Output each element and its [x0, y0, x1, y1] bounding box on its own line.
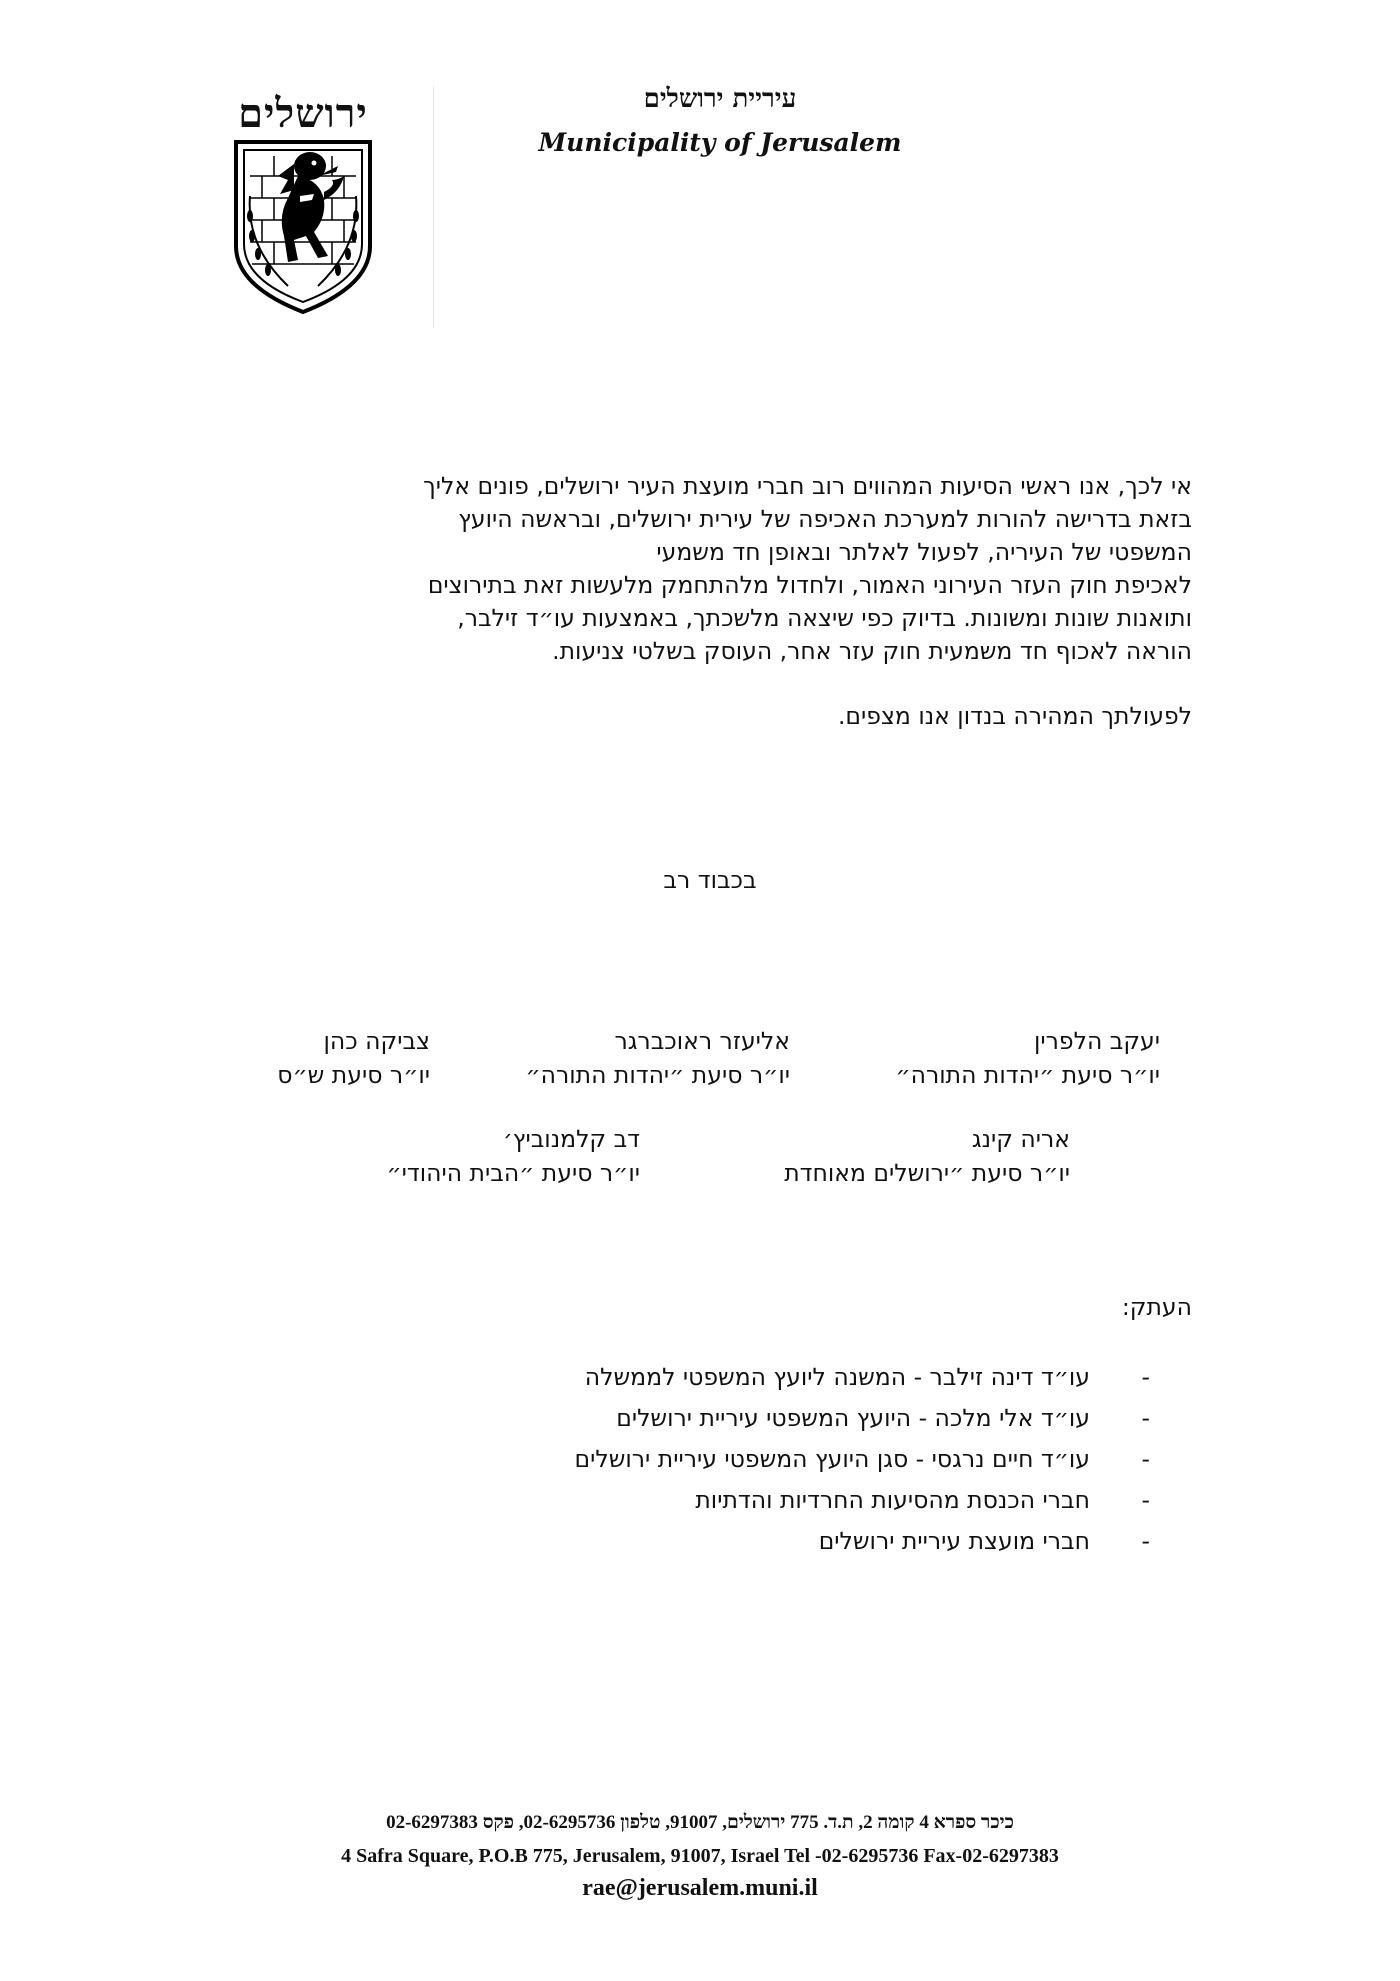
signatory-role: יו״ר סיעת ״הבית היהודי״	[386, 1159, 640, 1187]
body-line: לאכיפת חוק העזר העירוני האמור, ולחדול מלהתחמק מלעשות זאת בתירוצים	[427, 571, 1192, 599]
logo-divider	[433, 86, 434, 328]
cc-label: העתק:	[1121, 1293, 1192, 1321]
footer-email: rae@jerusalem.muni.il	[582, 1875, 818, 1901]
cc-recipient: חברי מועצת עיריית ירושלים	[818, 1527, 1090, 1555]
signatory-name: דב קלמנוביץ׳	[503, 1125, 640, 1153]
lion-shield-icon	[228, 136, 378, 316]
signature-block	[230, 1024, 430, 1092]
list-item	[300, 1486, 1150, 1527]
body-line: המשפטי של העיריה, לפעול לאלתר ובאופן חד משמעי	[656, 538, 1192, 566]
body-line: אי לכך, אנו ראשי הסיעות המהווים רוב חברי מועצת העיר ירושלים, פונים אליך	[423, 472, 1192, 500]
jerusalem-emblem	[222, 92, 384, 322]
signatory-name: צביקה כהן	[323, 1027, 430, 1055]
signature-block	[470, 1024, 790, 1092]
signature-block	[830, 1024, 1160, 1092]
body-line: בזאת בדרישה להורות למערכת האכיפה של עירית ירושלים, ובראשה היועץ	[458, 505, 1192, 533]
signatory-role: יו״ר סיעת ״ירושלים מאוחדת	[784, 1159, 1070, 1187]
list-bullet: -	[1141, 1527, 1150, 1555]
municipality-title-he: עיריית ירושלים	[643, 84, 797, 114]
municipality-title-en: Municipality of Jerusalem	[538, 128, 902, 157]
list-item	[300, 1527, 1150, 1568]
list-bullet: -	[1141, 1445, 1150, 1473]
signatory-name: יעקב הלפרין	[1033, 1027, 1160, 1055]
cc-recipient: עו״ד חיים נרגסי - סגן היועץ המשפטי עיריית ירושלים	[574, 1445, 1090, 1473]
signatory-role: יו״ר סיעת ״יהדות התורה״	[525, 1061, 790, 1089]
cc-recipient: חברי הכנסת מהסיעות החרדיות והדתיות	[695, 1486, 1090, 1514]
cc-recipient: עו״ד אלי מלכה - היועץ המשפטי עיריית ירושלים	[616, 1404, 1090, 1432]
regards: בכבוד רב	[663, 866, 757, 894]
cc-list	[300, 1363, 1150, 1568]
list-item	[300, 1363, 1150, 1404]
body-line: הוראה לאכוף חד משמעית חוק עזר אחר, העוסק בשלטי צניעות.	[552, 637, 1192, 665]
signature-block	[700, 1122, 1070, 1190]
signatory-name: אליעזר ראוכברגר	[614, 1027, 790, 1055]
list-bullet: -	[1141, 1363, 1150, 1391]
list-bullet: -	[1141, 1486, 1150, 1514]
emblem-text: ירושלים	[238, 90, 368, 137]
footer-address-he: כיכר ספרא 4 קומה 2, ת.ד. 775 ירושלים, 91007, טלפון 02-6295736, פקס 02-6297383	[386, 1812, 1014, 1833]
letter-body	[270, 470, 1192, 668]
cc-recipient: עו״ד דינה זילבר - המשנה ליועץ המשפטי לממשלה	[584, 1363, 1090, 1391]
list-bullet: -	[1141, 1404, 1150, 1432]
list-item	[300, 1445, 1150, 1486]
signatory-role: יו״ר סיעת ״יהדות התורה״	[895, 1061, 1160, 1089]
list-item	[300, 1404, 1150, 1445]
signature-block	[320, 1122, 640, 1190]
signatory-role: יו״ר סיעת ש״ס	[277, 1061, 430, 1089]
signatory-name: אריה קינג	[971, 1125, 1070, 1153]
footer-address-en: 4 Safra Square, P.O.B 775, Jerusalem, 91007, Israel Tel -02-6295736 Fax-02-6297383	[341, 1845, 1059, 1867]
closing-line: לפעולתך המהירה בנדון אנו מצפים.	[837, 702, 1192, 730]
body-line: ותואנות שונות ומשונות. בדיוק כפי שיצאה מלשכתך, באמצעות עו״ד זילבר,	[457, 604, 1192, 632]
